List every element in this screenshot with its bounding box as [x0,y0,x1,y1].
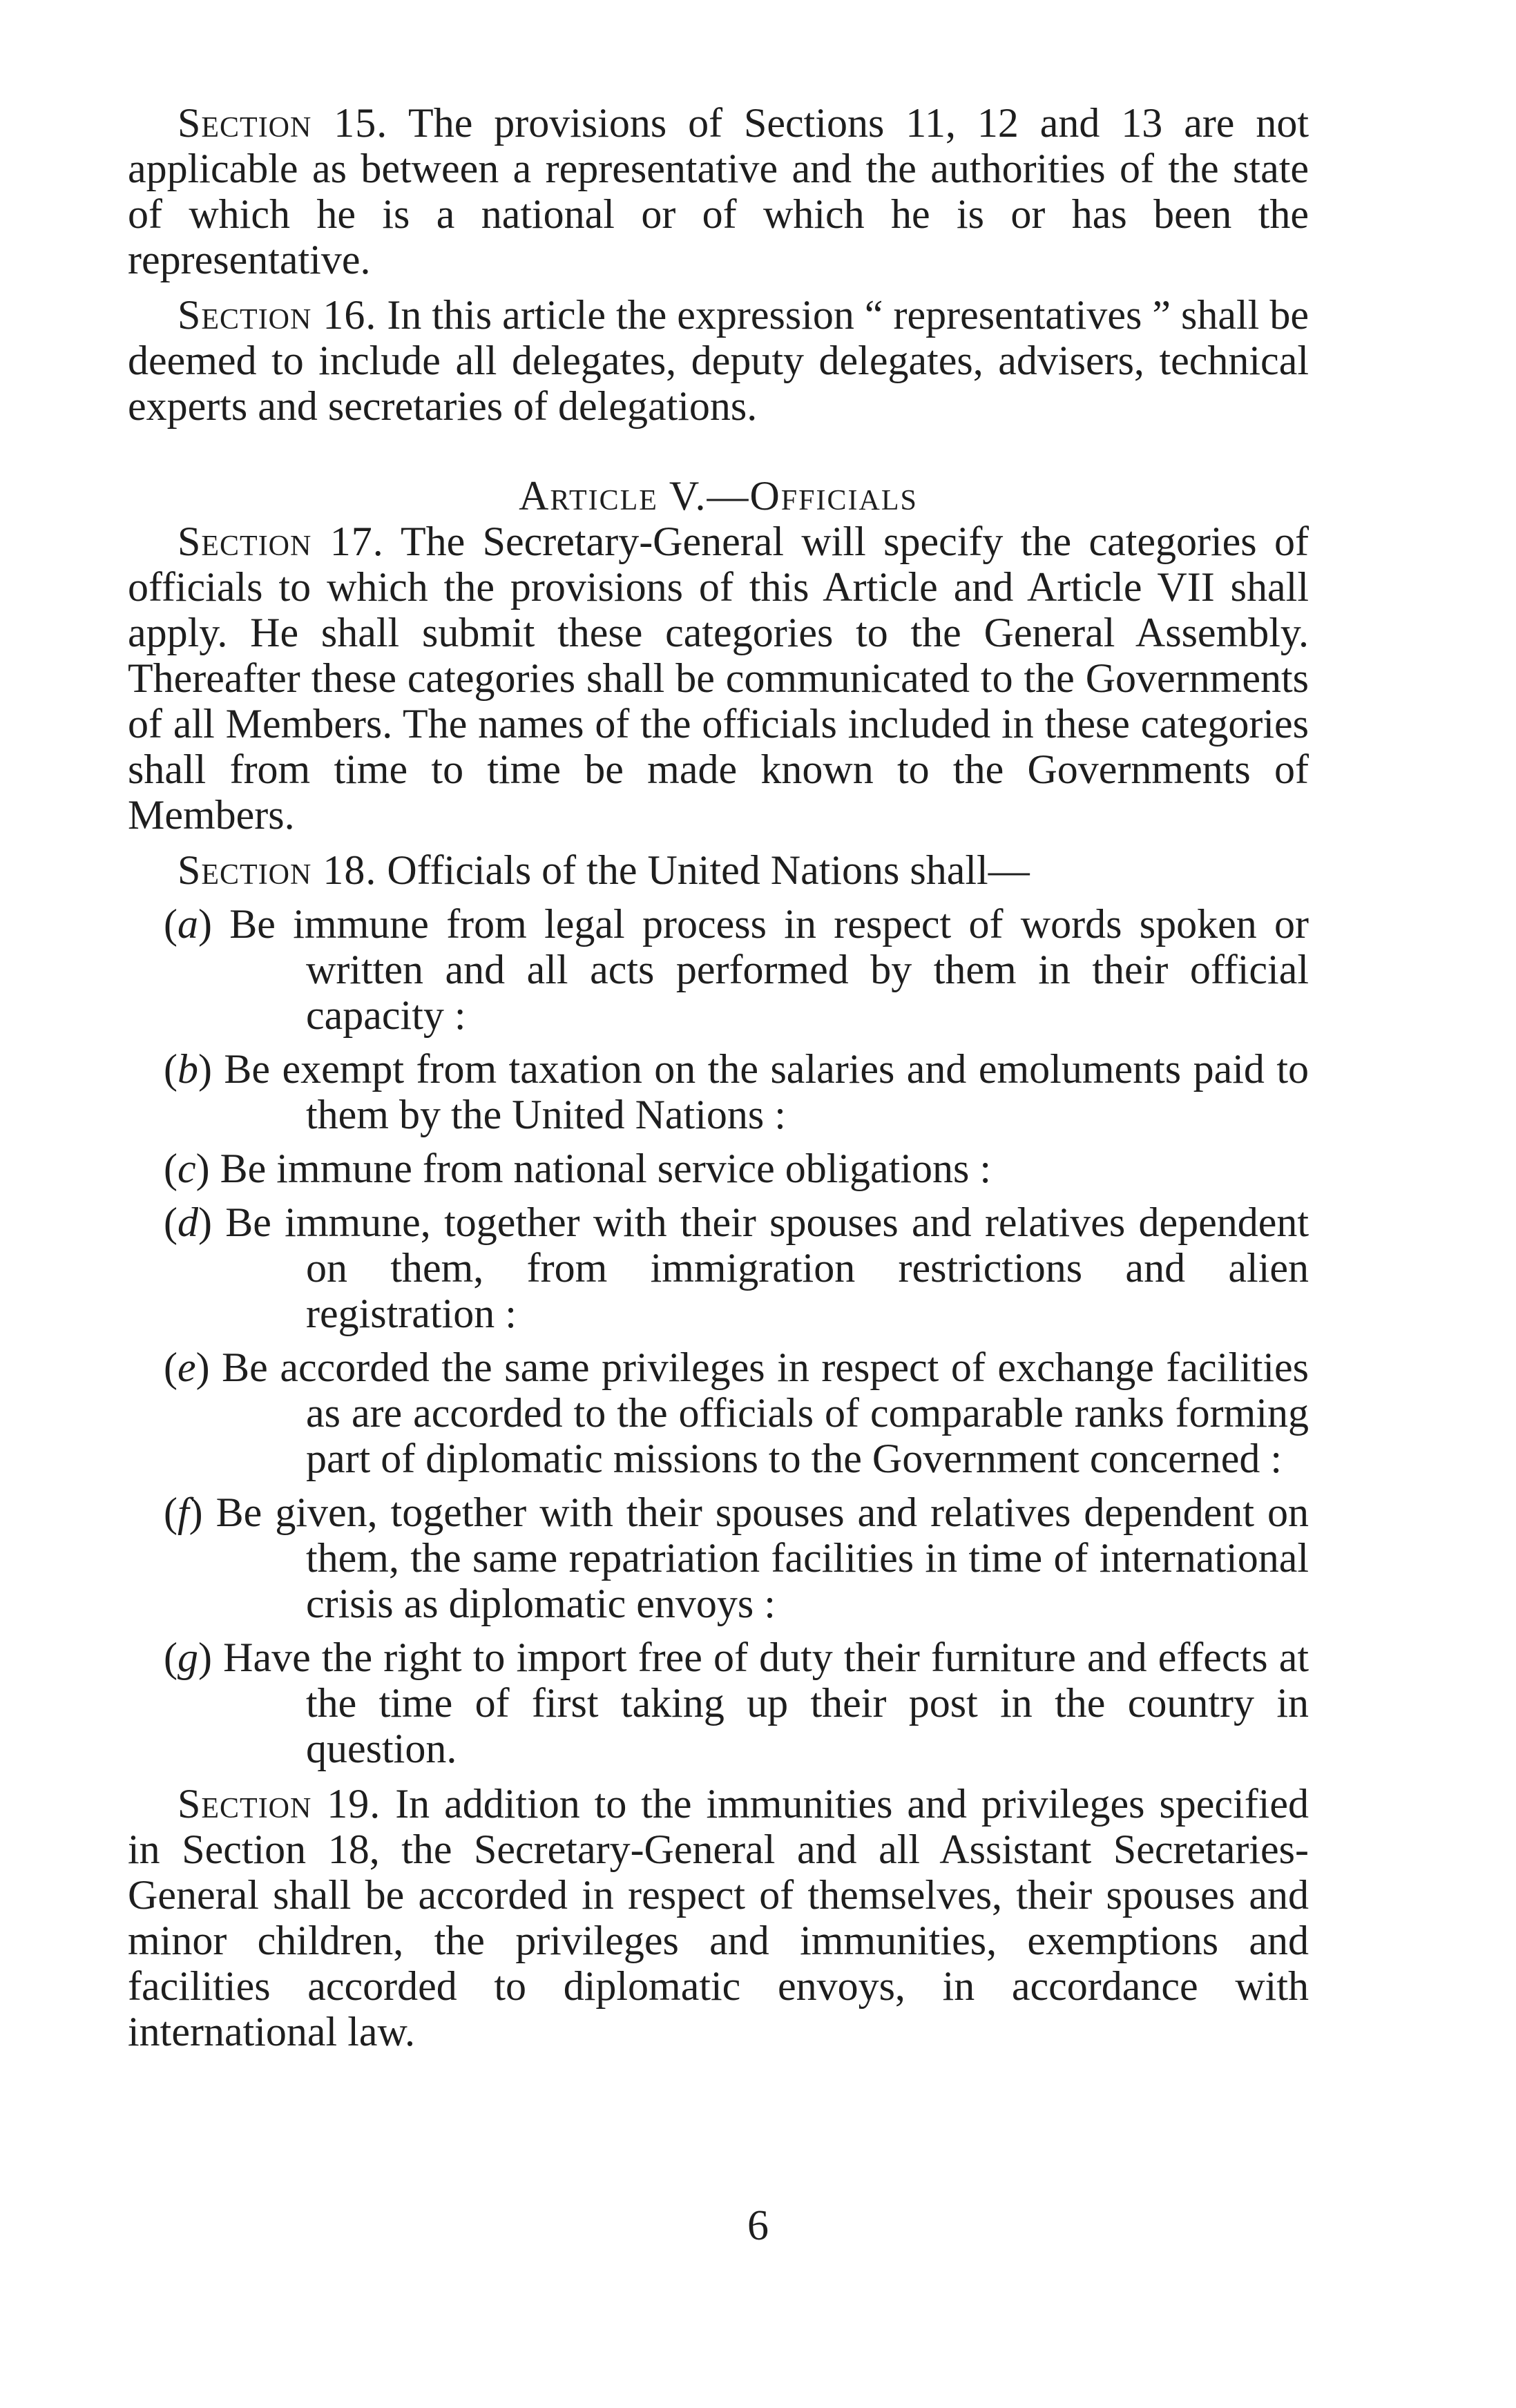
article-heading: Article V.—Officials [519,473,918,519]
list-item-c-text: Be immune from national service obligations : [220,1146,992,1191]
list-item-c-label: (c) [164,1146,210,1191]
page-body [128,100,1309,2054]
section-18-text: Officials of the United Nations shall— [387,847,1030,893]
section-19-paragraph [128,1781,1309,2054]
list-item-g-text: Have the right to import free of duty their furniture and effects at the time of first taking up their post in the country in question. [223,1635,1309,1771]
list-item-b-label: (b) [164,1046,212,1092]
section-19-text: In addition to the immunities and privileges specified in Section 18, the Secretary-General and all Assistant Secretaries-General shall be accorded in respect of themselves, their spouses and minor children, the privileges and immunities, exemptions and facilities accorded to diplomatic envoys, in accordance with international law. [128,1781,1309,2054]
page-number: 6 [747,2202,769,2249]
section-17-label: Section 17. [177,519,384,564]
list-item-a [128,901,1309,1038]
list-item-d [128,1200,1309,1336]
list-item-f-label: (f) [164,1490,203,1535]
list-item-f-text: Be given, together with their spouses and relatives dependent on them, the same repatriation facilities in time of international crisis as diplomatic envoys : [215,1490,1309,1626]
section-15-paragraph [128,100,1309,282]
section-18-paragraph [128,847,1309,893]
section-19-label: Section 19. [177,1781,381,1827]
list-item-e-text: Be accorded the same privileges in respect of exchange facilities as are accorded to the officials of comparable ranks forming part of diplomatic missions to the Government concerned : [222,1345,1309,1481]
list-item-b [128,1046,1309,1137]
list-item-e-label: (e) [164,1345,210,1390]
section-18-label: Section 18. [177,847,377,893]
list-item-f [128,1490,1309,1626]
section-16-label: Section 16. [177,292,377,338]
section-15-label: Section 15. [177,100,388,146]
section-16-paragraph [128,292,1309,429]
list-item-a-text: Be immune from legal process in respect of words spoken or written and all acts performed by them in their official capacity : [229,901,1309,1038]
list-item-e [128,1345,1309,1481]
list-item-g [128,1635,1309,1771]
list-item-c [128,1146,1309,1191]
list-item-d-label: (d) [164,1200,212,1245]
list-item-a-label: (a) [164,901,212,947]
section-16-text: In this article the expression “ representatives ” shall be deemed to include all delegates, deputy delegates, advisers, technical experts and secretaries of delegations. [128,292,1309,429]
list-item-d-text: Be immune, together with their spouses and relatives dependent on them, from immigration restrictions and alien registration : [225,1200,1309,1336]
section-15-text: The provisions of Sections 11, 12 and 13 are not applicable as between a representative and the authorities of the state of which he is a national or of which he is or has been the representative. [128,100,1309,282]
list-item-b-text: Be exempt from taxation on the salaries and emoluments paid to them by the United Nations : [224,1046,1309,1137]
list-item-g-label: (g) [164,1635,212,1680]
section-17-text: The Secretary-General will specify the categories of officials to which the provisions of this Article and Article VII shall apply. He shall submit these categories to the General Assembly. Thereafter these categories shall be communicated to the Governments of all Members. The names of the officials included in these categories shall from time to time be made known to the Governments of Members. [128,519,1309,838]
section-17-paragraph [128,519,1309,838]
